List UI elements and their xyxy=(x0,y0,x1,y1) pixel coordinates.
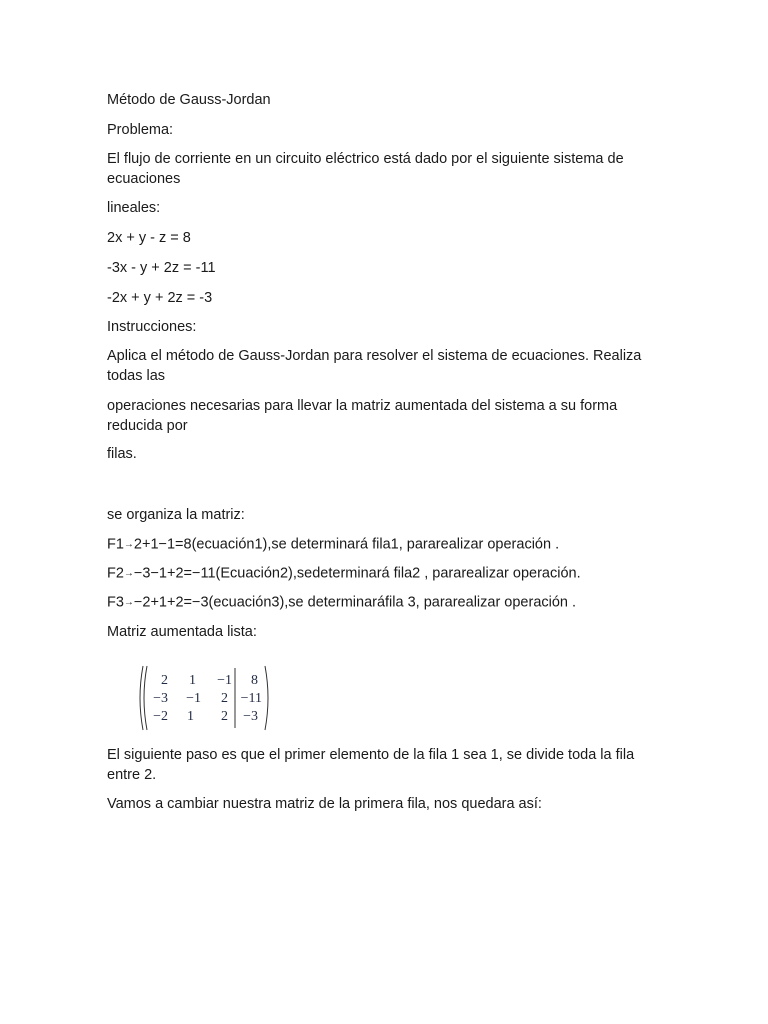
f1-label: F1 xyxy=(107,536,124,553)
row-op-f2 xyxy=(107,564,667,584)
row-op-f1 xyxy=(107,535,667,555)
f2-text: −3−1+2=−11(Ecuación2),sedeterminará fila2 , pararealizar operación. xyxy=(133,565,581,582)
f3-text: −2+1+2=−3(ecuación3),se determinaráfila 3, pararealizar operación . xyxy=(133,594,577,611)
matrix-ready-text: Matriz aumentada lista: xyxy=(107,624,257,640)
f2-label: F2 xyxy=(107,565,124,582)
arrow-icon: → xyxy=(123,539,134,550)
arrow-icon: → xyxy=(123,597,134,608)
equation-2: -3x - y + 2z = -11 xyxy=(107,260,216,276)
matrix-cell: 1 xyxy=(189,673,196,688)
organize-text: se organiza la matriz: xyxy=(107,507,245,523)
instructions-paragraph-2: operaciones necesarias para llevar la matriz aumentada del sistema a su forma reducida por xyxy=(107,398,618,434)
matrix-cell: −2 xyxy=(153,709,168,724)
augmented-matrix xyxy=(138,664,270,732)
matrix-cell: 2 xyxy=(221,709,228,724)
matrix-cell: −3 xyxy=(243,709,258,724)
intro-paragraph: El flujo de corriente en un circuito eléctrico está dado por el siguiente sistema de ecuaciones xyxy=(107,151,624,187)
arrow-icon: → xyxy=(123,568,134,579)
matrix-cell: −3 xyxy=(153,691,168,706)
change-paragraph: Vamos a cambiar nuestra matriz de la primera fila, nos quedara así: xyxy=(107,796,542,812)
matrix-cell: 2 xyxy=(221,691,228,706)
equation-3: -2x + y + 2z = -3 xyxy=(107,290,213,306)
equation-1: 2x + y - z = 8 xyxy=(107,230,191,246)
matrix-cell: 2 xyxy=(161,673,168,688)
matrix-cell: 1 xyxy=(187,709,194,724)
intro-continuation: lineales: xyxy=(107,200,161,216)
matrix-cell: −11 xyxy=(240,691,262,706)
problem-heading: Problema: xyxy=(107,122,174,138)
instructions-paragraph-1: Aplica el método de Gauss-Jordan para resolver el sistema de ecuaciones. Realiza todas las xyxy=(107,348,642,384)
f3-label: F3 xyxy=(107,594,124,611)
f1-text: 2+1−1=8(ecuación1),se determinará fila1, pararealizar operación . xyxy=(133,536,560,553)
matrix-cell: 8 xyxy=(251,673,258,688)
matrix-cell: −1 xyxy=(186,691,201,706)
next-step-paragraph: El siguiente paso es que el primer elemento de la fila 1 sea 1, se divide toda la fila entre 2. xyxy=(107,747,635,783)
instructions-paragraph-3: filas. xyxy=(107,446,137,462)
row-op-f3 xyxy=(107,593,667,613)
instructions-heading: Instrucciones: xyxy=(107,319,197,335)
doc-title: Método de Gauss-Jordan xyxy=(107,92,271,108)
matrix-cell: −1 xyxy=(217,673,232,688)
